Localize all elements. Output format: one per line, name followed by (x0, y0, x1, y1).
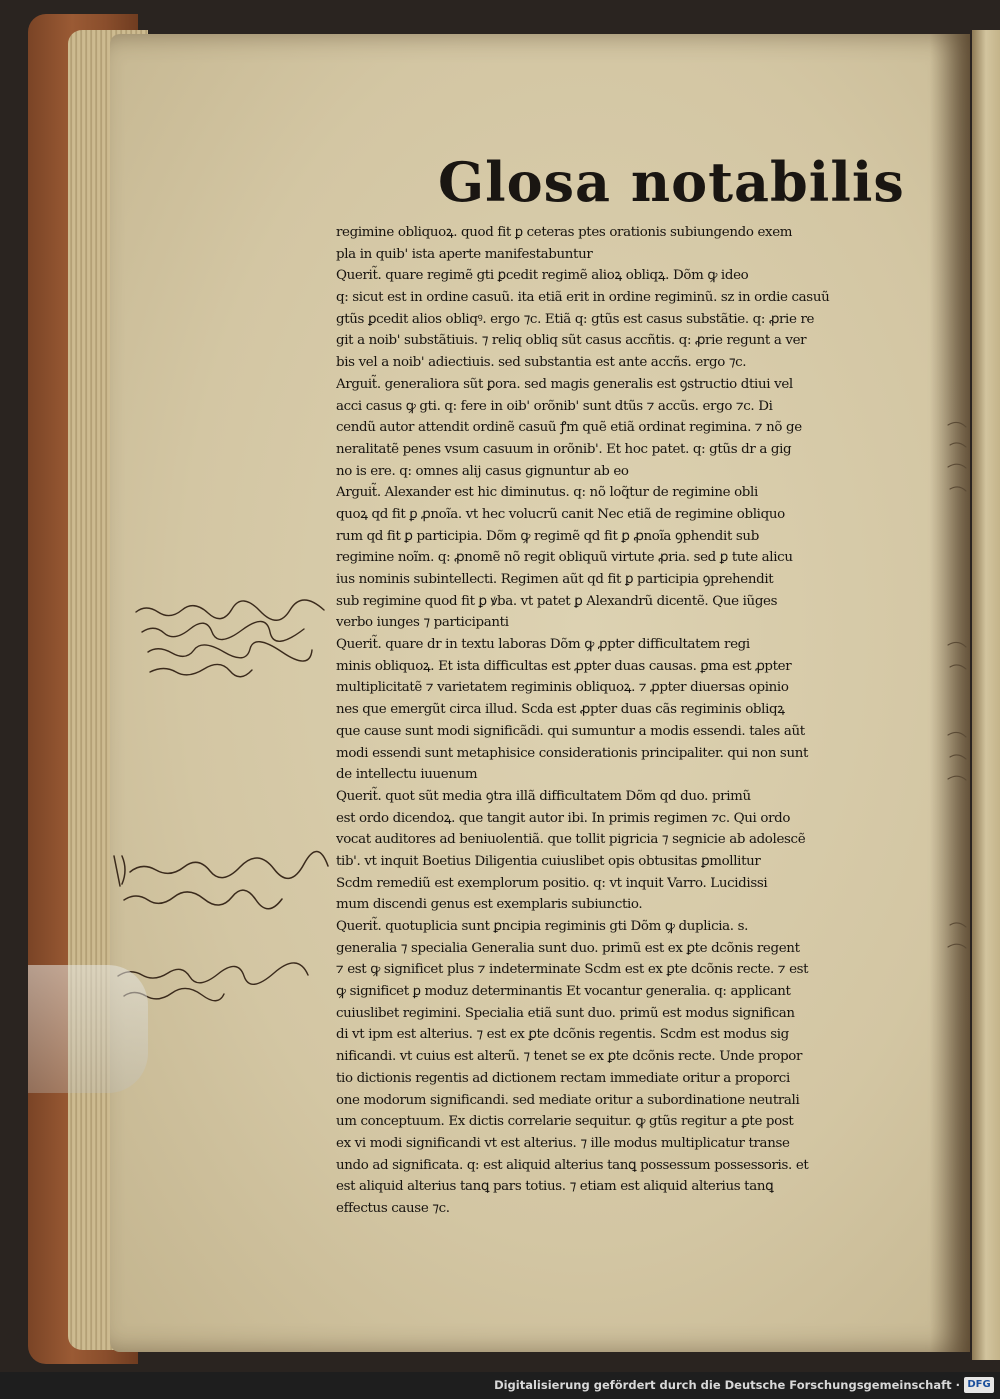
text-line: de intellectu iuuenum (336, 767, 478, 783)
text-line: regimine noĩm. q: ꝓnomẽ nõ regit obliquũ virtute ꝓria. sed ꝑ tute alicu (336, 550, 793, 566)
text-line: nificandi. vt cuius est alterũ. ⁊ tenet se ex ꝑte dcõnis recte. Unde propor (336, 1049, 803, 1065)
text-line: Arguit̃. generaliora sũt ꝑora. sed magis generalis est ꝯstructio dtiui vel (336, 376, 793, 392)
marginal-handwriting-2 (110, 850, 340, 920)
text-line: effectus cause ⁊c. (336, 1200, 450, 1216)
text-line: sub regimine quod fit ꝑ ꝟba. vt patet ꝑ Alexandrũ dicentẽ. Que iũges (336, 593, 778, 609)
text-line: regimine obliquoꝝ. quod fit ꝑ ceteras ptes orationis subiungendo exem (336, 225, 793, 240)
text-line: cendũ autor attendit ordinẽ casuũ ꝭm quẽ etiã ordinat regimina. ⁊ nõ ge (336, 420, 802, 436)
text-line: ⁊ est ꝙ significet plus ⁊ indeterminate Scdm est ex ꝑte dcõnis recte. ⁊ est (336, 962, 809, 978)
facing-page-edge (972, 30, 1000, 1360)
text-line: no is ere. q: omnes alij casus gignuntur ab eo (336, 463, 629, 479)
text-line: Querit̃. quare dr in textu laboras Dõm ꝙ ꝓpter difficultatem regi (336, 637, 750, 653)
text-line: que cause sunt modi significãdi. qui sumuntur a modis essendi. tales aũt (336, 723, 805, 739)
text-line: verbo iunges ⁊ participanti (336, 615, 509, 631)
text-line: modi essendi sunt metaphisice considerationis principaliter. qui non sunt (336, 745, 809, 761)
text-line: minis obliquoꝝ. Et ista difficultas est ꝓpter duas causas. ꝑma est ꝓpter (336, 658, 792, 674)
printed-text-block (336, 222, 914, 1220)
text-line: generalia ⁊ specialia Generalia sunt duo. primũ est ex ꝑte dcõnis regent (336, 940, 800, 956)
text-line: one modorum significandi. sed mediate oritur a subordinatione neutrali (336, 1092, 800, 1108)
marginal-handwriting-1 (128, 598, 338, 688)
text-line: Querit̃. quot sũt media ꝯtra illã difficultatem Dõm qd duo. primũ (336, 788, 751, 804)
dfg-logo: DFG (964, 1377, 994, 1393)
text-line: vocat auditores ad beniuolentiã. que tollit pigricia ⁊ segnicie ab adolescẽ (336, 832, 806, 848)
text-line: acci casus ꝙ gti. q: fere in oib' orõnib' sunt dtũs ⁊ accũs. ergo ⁊c. Di (336, 398, 773, 414)
text-line: tio dictionis regentis ad dictionem rectam immediate oritur a proporci (336, 1070, 790, 1086)
text-line: git a noib' substãtiuis. ⁊ reliq obliq sũt casus accñtis. q: ꝓrie regunt a ver (336, 333, 807, 349)
text-line: ꝙ significet ꝑ moduz determinantis Et vocantur generalia. q: applicant (336, 984, 791, 1000)
text-line: nes que emergũt circa illud. Scda est ꝓpter duas cãs regiminis obliqꝝ (336, 702, 785, 718)
text-line: Querit̃. quotuplicia sunt ꝑncipia regiminis gti Dõm ꝙ duplicia. s. (336, 919, 749, 934)
text-line: est ordo dicendoꝝ. que tangit autor ibi. In primis regimen ⁊c. Qui ordo (336, 810, 791, 826)
funding-credit-text: Digitalisierung gefördert durch die Deutsche Forschungsgemeinschaft · (494, 1378, 960, 1392)
text-line: bis vel a noib' adiectiuis. sed substantia est ante accñs. ergo ⁊c. (336, 355, 747, 371)
text-line: rum qd fit ꝑ participia. Dõm ꝙ regimẽ qd fit ꝑ ꝓnoĩa ꝯphendit sub (336, 528, 759, 544)
text-line: um conceptuum. Ex dictis correlarie sequitur. ꝙ gtũs regitur a ꝑte post (336, 1114, 794, 1130)
text-line: gtũs ꝑcedit alios obliqꝰ. ergo ⁊c. Etiã q: gtũs est casus substãtie. q: ꝓrie re (336, 311, 815, 327)
text-line: di vt ipm est alterius. ⁊ est ex ꝑte dcõnis regentis. Scdm est modus sig (336, 1027, 789, 1043)
text-line: pla in quib' ista aperte manifestabuntur (336, 246, 593, 262)
text-line: multiplicitatẽ ⁊ varietatem regiminis obliquoꝝ. ⁊ ꝓpter diuersas opinio (336, 680, 789, 696)
text-line: Querit̃. quare regimẽ gti ꝑcedit regimẽ alioꝝ obliqꝝ. Dõm ꝙ ideo (336, 268, 749, 284)
text-line: ex vi modi significandi vt est alterius. ⁊ ille modus multiplicatur transe (336, 1135, 790, 1151)
text-line: est aliquid alterius tanꝗ pars totius. ⁊ etiam est aliquid alterius tanꝗ (336, 1179, 774, 1195)
text-line: Arguit̃. Alexander est hic diminutus. q: nõ loq̃tur de regimine obli (336, 485, 758, 501)
text-line: undo ad significata. q: est aliquid alterius tanꝗ possessum possessoris. et (336, 1157, 809, 1173)
text-line: neralitatẽ penes vsum casuum in orõnib'. Et hoc patet. q: gtũs dr a gig (336, 441, 792, 457)
text-line: mum discendi genus est exemplaris subiunctio. (336, 897, 643, 913)
text-line: Scdm remediũ est exemplorum positio. q: vt inquit Varro. Lucidissi (336, 875, 768, 891)
text-line: tib'. vt inquit Boetius Diligentia cuiuslibet opis obtusitas ꝑmollitur (336, 853, 761, 869)
text-line: ius nominis subintellecti. Regimen aũt qd fit ꝑ participia ꝯprehendit (336, 572, 774, 587)
text-line: q: sicut est in ordine casuũ. ita etiã erit in ordine regiminũ. sz in ordie casuũ (336, 290, 830, 306)
text-line: quoꝝ qd fit ꝑ ꝓnoĩa. vt hec volucrũ canit Nec etiã de regimine obliquo (336, 506, 785, 522)
text-line: cuiuslibet regimini. Specialia etiã sunt duo. primũ est modus significan (336, 1005, 795, 1021)
right-margin-handwriting (944, 405, 974, 965)
bookmark-clip (28, 965, 148, 1093)
page-title: Glosa notabilis (438, 150, 905, 214)
